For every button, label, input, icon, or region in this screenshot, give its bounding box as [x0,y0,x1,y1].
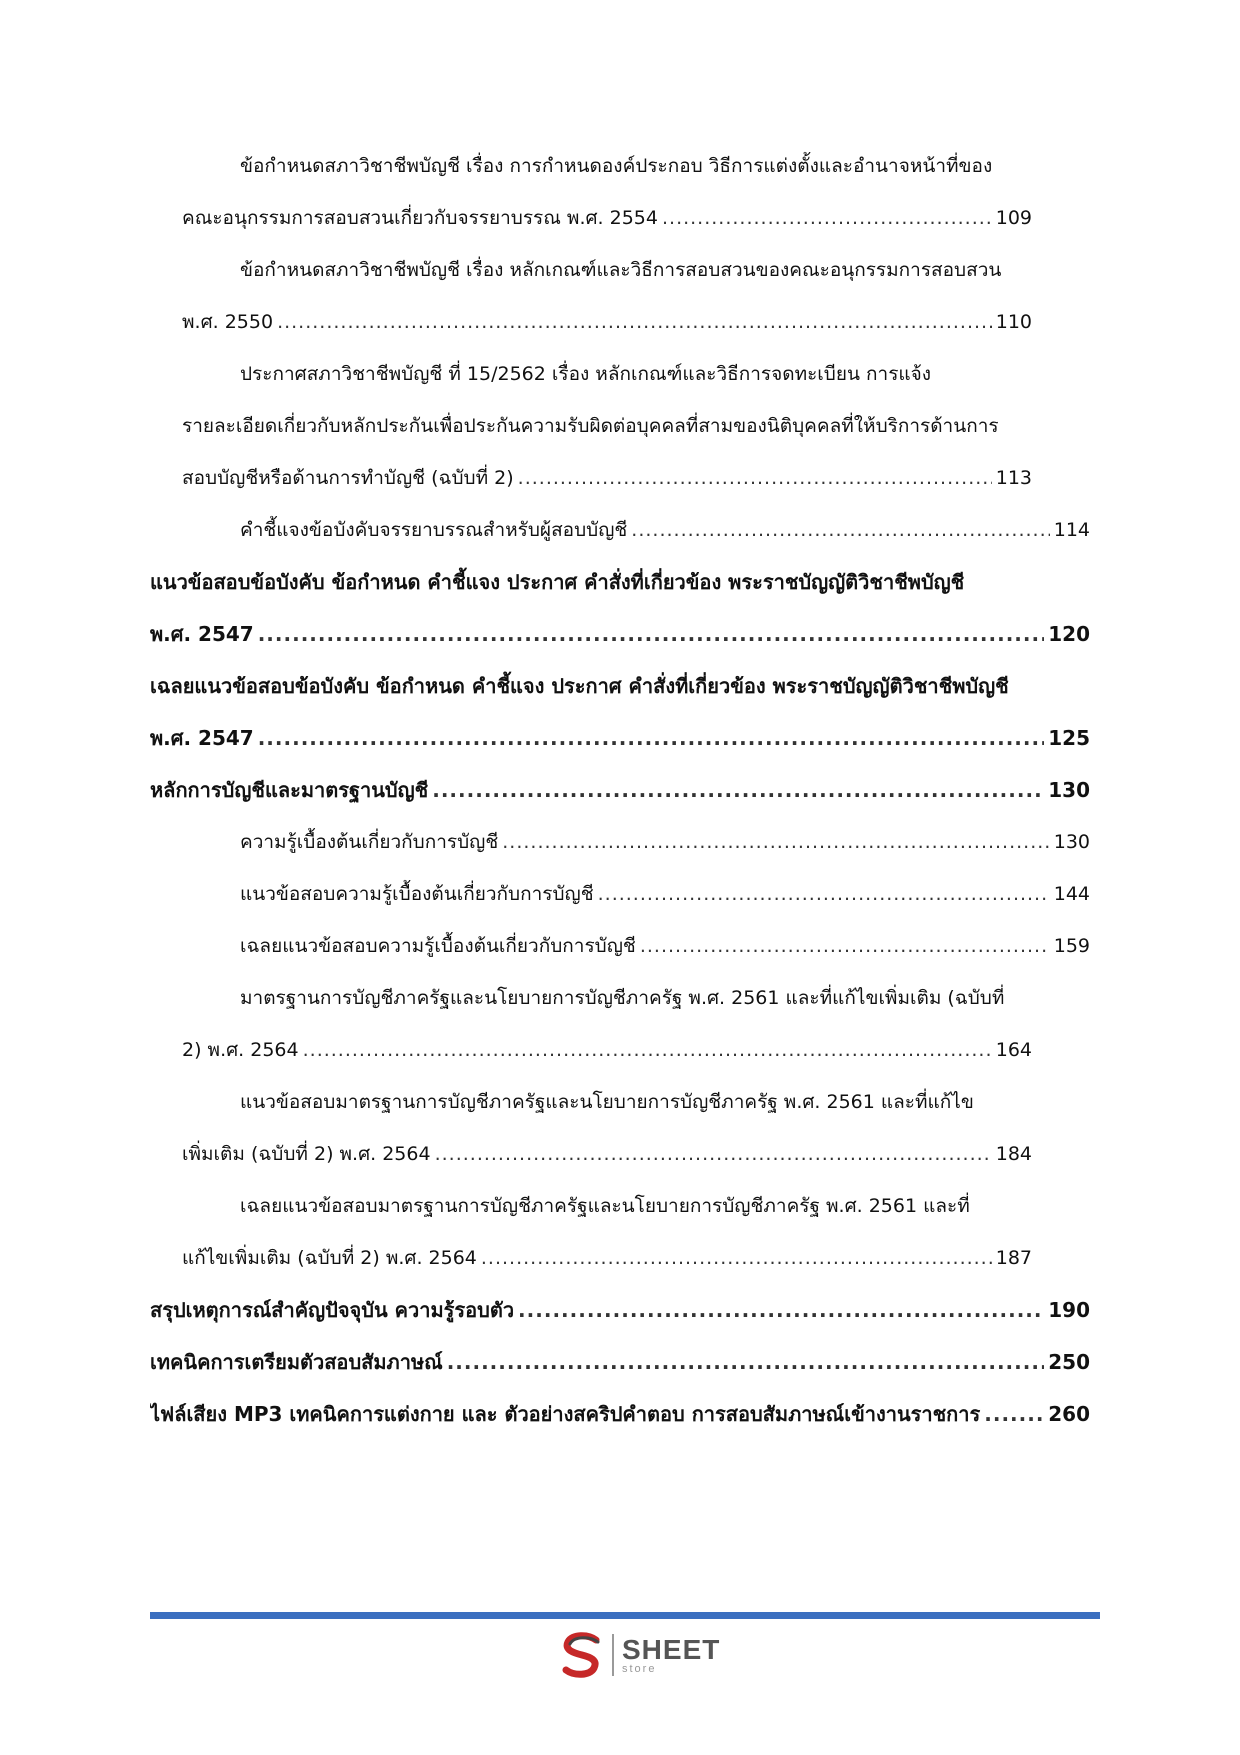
toc-entry[interactable] [150,1180,1090,1284]
toc-entry[interactable] [150,244,1090,348]
toc-page-number: 187 [995,1247,1032,1269]
toc-page-number: 190 [1048,1298,1090,1322]
toc-page-number: 144 [1053,883,1090,905]
footer-divider [150,1612,1100,1619]
toc-page-number: 109 [995,207,1032,229]
table-of-contents [150,140,1090,1440]
logo-subtext: store [622,1662,657,1675]
toc-entry[interactable] [150,972,1090,1076]
toc-entry-text: แนวข้อสอบมาตรฐานการบัญชีภาครัฐและนโยบายการบัญชีภาครัฐ พ.ศ. 2561 และที่แก้ไข [240,1091,974,1113]
toc-entry-text: สรุปเหตุการณ์สำคัญปัจจุบัน ความรู้รอบตัว [150,1298,515,1322]
toc-entry-text: ข้อกำหนดสภาวิชาชีพบัญชี เรื่อง หลักเกณฑ์และวิธีการสอบสวนของคณะอนุกรรมการสอบสวน [240,259,1002,281]
dot-leader [662,192,992,244]
toc-entry-text: รายละเอียดเกี่ยวกับหลักประกันเพื่อประกันความรับผิดต่อบุคคลที่สามของนิติบุคคลที่ให้บริการด้านการ [182,415,999,437]
dot-leader [435,1128,992,1180]
toc-page-number: 114 [1053,519,1090,541]
dot-leader [631,504,1049,556]
dot-leader [518,452,992,504]
toc-entry[interactable] [150,1284,1090,1336]
logo-separator [612,1634,614,1676]
toc-entry[interactable] [150,1336,1090,1388]
toc-entry-text: พ.ศ. 2547 [150,726,254,750]
toc-entry-text: คณะอนุกรรมการสอบสวนเกี่ยวกับจรรยาบรรณ พ.ศ. 2554 [182,207,658,229]
toc-entry-text: แนวข้อสอบข้อบังคับ ข้อกำหนด คำชี้แจง ประกาศ คำสั่งที่เกี่ยวข้อง พระราชบัญญัติวิชาชีพบัญชี [150,570,965,594]
toc-page-number: 113 [995,467,1032,489]
dot-leader [518,1284,1044,1336]
dot-leader [598,868,1050,920]
toc-entry[interactable] [150,868,1090,920]
toc-entry-text: หลักการบัญชีและมาตรฐานบัญชี [150,778,429,802]
toc-page-number: 130 [1048,778,1090,802]
toc-entry[interactable] [150,660,1090,764]
toc-page-number: 159 [1053,935,1090,957]
toc-entry-text: ไฟล์เสียง MP3 เทคนิคการแต่งกาย และ ตัวอย่างสคริปคำตอบ การสอบสัมภาษณ์เข้างานราชการ [150,1402,981,1426]
toc-entry[interactable] [150,764,1090,816]
dot-leader [481,1232,992,1284]
toc-page-number: 110 [995,311,1032,333]
dot-leader [258,608,1045,660]
dot-leader [277,296,992,348]
toc-entry-text: ความรู้เบื้องต้นเกี่ยวกับการบัญชี [240,831,499,853]
sheet-store-s-icon [560,1632,604,1678]
toc-entry-text: เฉลยแนวข้อสอบความรู้เบื้องต้นเกี่ยวกับการบัญชี [240,935,636,957]
dot-leader [640,920,1050,972]
dot-leader [432,764,1044,816]
toc-page-number: 184 [995,1143,1032,1165]
toc-entry[interactable] [150,816,1090,868]
toc-entry-text: 2) พ.ศ. 2564 [182,1039,299,1061]
toc-entry[interactable] [150,1388,1090,1440]
toc-entry[interactable] [150,348,1090,504]
toc-entry-text: เฉลยแนวข้อสอบข้อบังคับ ข้อกำหนด คำชี้แจง ประกาศ คำสั่งที่เกี่ยวข้อง พระราชบัญญัติวิชาชีพบัญชี [150,674,1009,698]
toc-entry[interactable] [150,920,1090,972]
toc-entry-text: ข้อกำหนดสภาวิชาชีพบัญชี เรื่อง การกำหนดองค์ประกอบ วิธีการแต่งตั้งและอำนาจหน้าที่ของ [240,155,993,177]
toc-entry-text: ประกาศสภาวิชาชีพบัญชี ที่ 15/2562 เรื่อง หลักเกณฑ์และวิธีการจดทะเบียน การแจ้ง [240,363,932,385]
dot-leader [502,816,1049,868]
toc-entry-text: แนวข้อสอบความรู้เบื้องต้นเกี่ยวกับการบัญชี [240,883,594,905]
toc-page-number: 260 [1048,1402,1090,1426]
toc-entry-text: เพิ่มเติม (ฉบับที่ 2) พ.ศ. 2564 [182,1143,431,1165]
dot-leader [258,712,1045,764]
toc-page-number: 125 [1048,726,1090,750]
toc-entry-text: แก้ไขเพิ่มเติม (ฉบับที่ 2) พ.ศ. 2564 [182,1247,477,1269]
toc-page-number: 250 [1048,1350,1090,1374]
toc-entry-text: พ.ศ. 2547 [150,622,254,646]
toc-entry-text: สอบบัญชีหรือด้านการทำบัญชี (ฉบับที่ 2) [182,467,514,489]
toc-page-number: 120 [1048,622,1090,646]
toc-entry[interactable] [150,556,1090,660]
toc-entry-text: พ.ศ. 2550 [182,311,274,333]
dot-leader [303,1024,992,1076]
dot-leader [447,1336,1045,1388]
toc-entry[interactable] [150,1076,1090,1180]
toc-entry-text: มาตรฐานการบัญชีภาครัฐและนโยบายการบัญชีภาครัฐ พ.ศ. 2561 และที่แก้ไขเพิ่มเติม (ฉบับที่ [240,987,1005,1009]
toc-page-number: 164 [995,1039,1032,1061]
toc-page-number: 130 [1053,831,1090,853]
toc-entry-text: เทคนิคการเตรียมตัวสอบสัมภาษณ์ [150,1350,443,1374]
logo-word: SHEET [622,1633,721,1665]
toc-entry[interactable] [150,140,1090,244]
toc-entry-text: คำชี้แจงข้อบังคับจรรยาบรรณสำหรับผู้สอบบัญชี [240,519,628,541]
sheet-store-logo [560,1632,720,1678]
dot-leader [984,1388,1044,1440]
toc-entry[interactable] [150,504,1090,556]
toc-entry-text: เฉลยแนวข้อสอบมาตรฐานการบัญชีภาครัฐและนโยบายการบัญชีภาครัฐ พ.ศ. 2561 และที่ [240,1195,970,1217]
